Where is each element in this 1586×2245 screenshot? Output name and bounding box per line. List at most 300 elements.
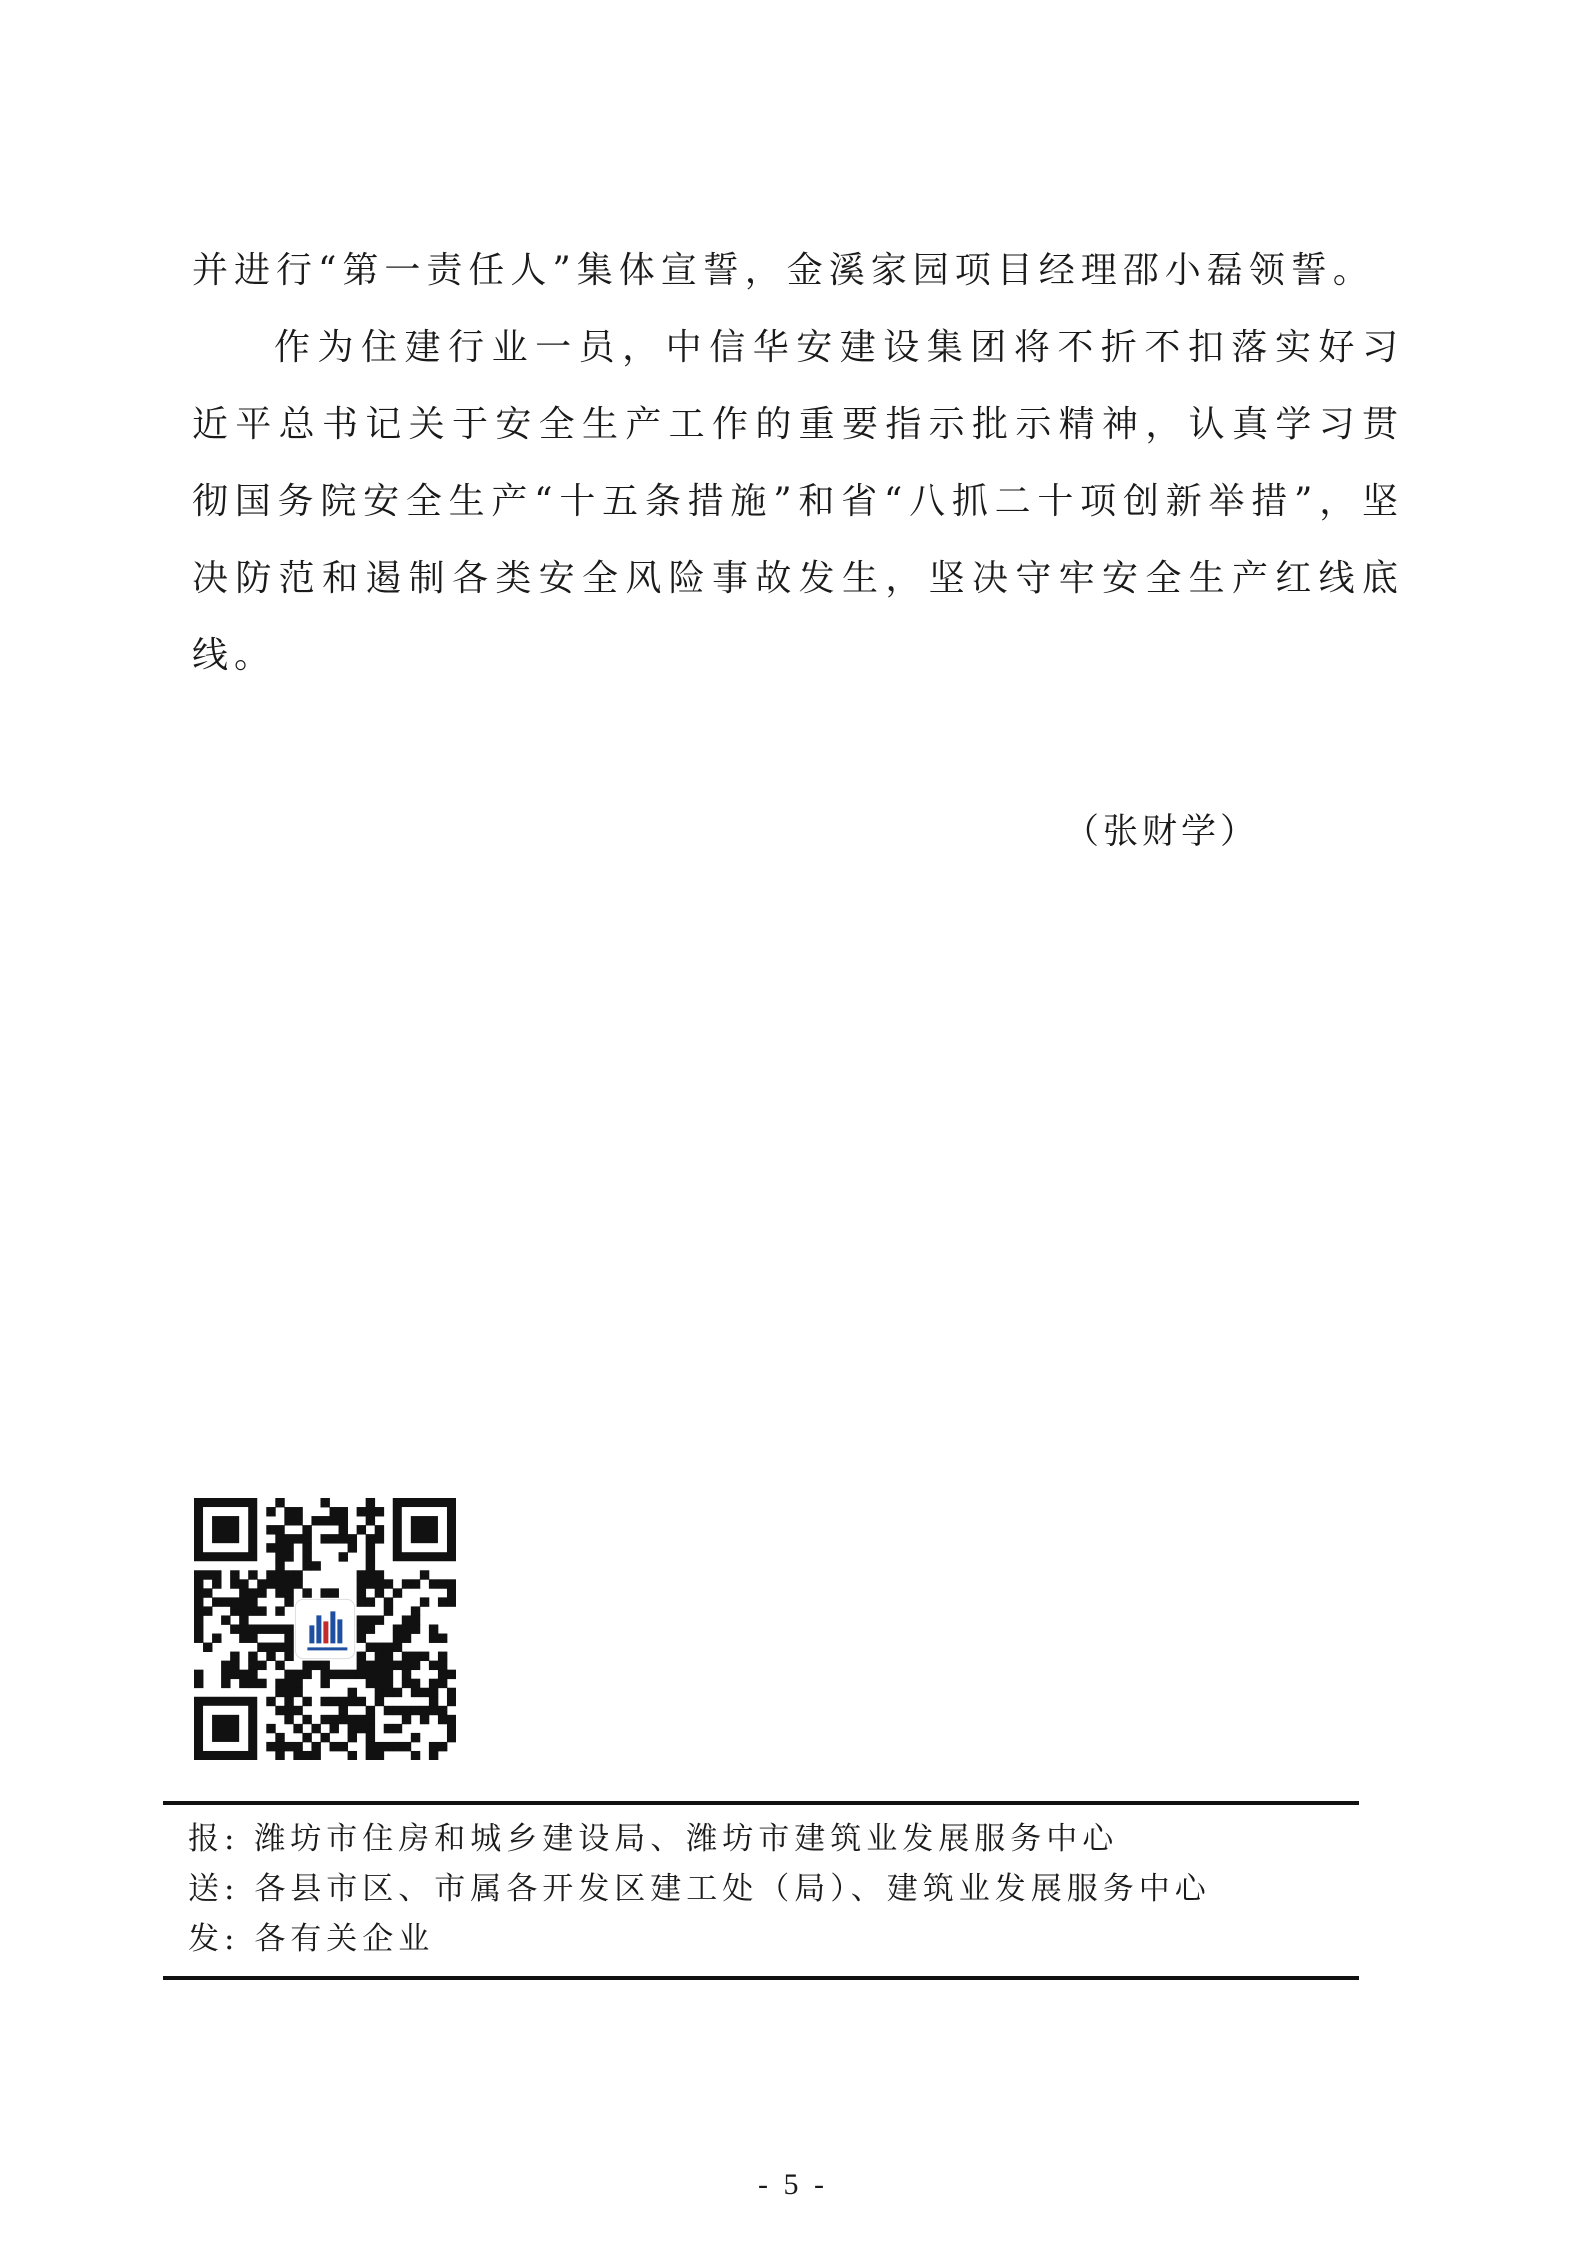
qr-module bbox=[284, 1597, 293, 1606]
qr-module bbox=[357, 1624, 366, 1633]
qr-module bbox=[293, 1724, 302, 1733]
qr-module bbox=[239, 1606, 248, 1615]
qr-module bbox=[248, 1670, 257, 1679]
qr-module bbox=[320, 1679, 329, 1688]
qr-module bbox=[411, 1733, 420, 1742]
qr-module bbox=[429, 1742, 438, 1751]
qr-module bbox=[293, 1679, 302, 1688]
qr-module bbox=[230, 1624, 239, 1633]
qr-module bbox=[438, 1597, 447, 1606]
qr-module bbox=[230, 1670, 239, 1679]
qr-module bbox=[420, 1597, 429, 1606]
qr-module bbox=[348, 1697, 357, 1706]
report-label: 报: bbox=[188, 1821, 240, 1857]
qr-module bbox=[311, 1751, 320, 1760]
qr-module bbox=[438, 1706, 447, 1715]
qr-module bbox=[339, 1534, 348, 1543]
qr-module bbox=[339, 1715, 348, 1724]
qr-module bbox=[438, 1652, 447, 1661]
qr-module bbox=[293, 1742, 302, 1751]
qr-module bbox=[366, 1516, 375, 1525]
qr-module bbox=[194, 1670, 203, 1679]
qr-module bbox=[266, 1579, 275, 1588]
body-text bbox=[192, 232, 1404, 694]
qr-module bbox=[411, 1652, 420, 1661]
qr-module bbox=[275, 1534, 284, 1543]
qr-module bbox=[393, 1706, 402, 1715]
qr-module bbox=[429, 1706, 438, 1715]
qr-module bbox=[266, 1507, 275, 1516]
qr-module bbox=[302, 1543, 311, 1552]
qr-module bbox=[275, 1606, 284, 1615]
qr-module bbox=[366, 1534, 375, 1543]
qr-module bbox=[302, 1751, 311, 1760]
qr-module bbox=[284, 1534, 293, 1543]
qr-module bbox=[284, 1570, 293, 1579]
qr-module bbox=[257, 1661, 266, 1670]
qr-module bbox=[420, 1715, 429, 1724]
issue-to-row bbox=[188, 1914, 1211, 1964]
qr-module bbox=[302, 1525, 311, 1534]
qr-module bbox=[320, 1670, 329, 1679]
qr-module bbox=[203, 1570, 212, 1579]
qr-module bbox=[248, 1606, 257, 1615]
qr-module bbox=[375, 1652, 384, 1661]
qr-module bbox=[357, 1507, 366, 1516]
qr-module bbox=[366, 1670, 375, 1679]
qr-module bbox=[266, 1543, 275, 1552]
qr-module bbox=[320, 1697, 329, 1706]
qr-code-graphic bbox=[194, 1498, 456, 1760]
qr-module bbox=[275, 1661, 284, 1670]
qr-module bbox=[348, 1733, 357, 1742]
qr-module bbox=[402, 1679, 411, 1688]
qr-module bbox=[330, 1516, 339, 1525]
qr-module bbox=[348, 1724, 357, 1733]
qr-module bbox=[411, 1579, 420, 1588]
qr-finder-pattern bbox=[212, 1516, 239, 1543]
qr-module bbox=[275, 1706, 284, 1715]
qr-module bbox=[393, 1724, 402, 1733]
qr-module bbox=[375, 1679, 384, 1688]
qr-module bbox=[284, 1516, 293, 1525]
qr-module bbox=[348, 1543, 357, 1552]
qr-module bbox=[411, 1661, 420, 1670]
qr-module bbox=[339, 1670, 348, 1679]
qr-module bbox=[348, 1534, 357, 1543]
qr-module bbox=[375, 1742, 384, 1751]
qr-module bbox=[366, 1552, 375, 1561]
qr-module bbox=[357, 1652, 366, 1661]
organization-logo-icon bbox=[307, 1647, 347, 1650]
qr-module bbox=[212, 1634, 221, 1643]
qr-module bbox=[212, 1597, 221, 1606]
qr-module bbox=[284, 1742, 293, 1751]
qr-module bbox=[248, 1661, 257, 1670]
qr-module bbox=[429, 1579, 438, 1588]
qr-module bbox=[248, 1597, 257, 1606]
qr-module bbox=[447, 1724, 456, 1733]
qr-module bbox=[411, 1706, 420, 1715]
qr-module bbox=[320, 1715, 329, 1724]
qr-module bbox=[438, 1661, 447, 1670]
qr-module bbox=[275, 1498, 284, 1507]
qr-module bbox=[339, 1516, 348, 1525]
qr-module bbox=[357, 1697, 366, 1706]
qr-module bbox=[302, 1697, 311, 1706]
qr-module bbox=[339, 1697, 348, 1706]
qr-module bbox=[275, 1643, 284, 1652]
qr-module bbox=[366, 1579, 375, 1588]
qr-module bbox=[230, 1652, 239, 1661]
qr-module bbox=[239, 1634, 248, 1643]
qr-module bbox=[384, 1670, 393, 1679]
qr-module bbox=[384, 1597, 393, 1606]
qr-module bbox=[203, 1606, 212, 1615]
qr-module bbox=[375, 1661, 384, 1670]
qr-module bbox=[311, 1561, 320, 1570]
qr-module bbox=[357, 1615, 366, 1624]
qr-module bbox=[429, 1688, 438, 1697]
qr-module bbox=[357, 1670, 366, 1679]
qr-module bbox=[402, 1652, 411, 1661]
qr-module bbox=[275, 1525, 284, 1534]
qr-module bbox=[293, 1534, 302, 1543]
qr-module bbox=[194, 1624, 203, 1633]
qr-module bbox=[284, 1507, 293, 1516]
qr-module bbox=[275, 1742, 284, 1751]
qr-module bbox=[311, 1661, 320, 1670]
qr-module bbox=[257, 1606, 266, 1615]
qr-module bbox=[375, 1697, 384, 1706]
qr-finder-pattern bbox=[212, 1715, 239, 1742]
qr-module bbox=[239, 1615, 248, 1624]
qr-module bbox=[194, 1570, 203, 1579]
qr-module bbox=[366, 1742, 375, 1751]
qr-module bbox=[339, 1525, 348, 1534]
qr-module bbox=[230, 1570, 239, 1579]
qr-module bbox=[302, 1733, 311, 1742]
qr-module bbox=[239, 1588, 248, 1597]
qr-module bbox=[284, 1652, 293, 1661]
qr-module bbox=[402, 1579, 411, 1588]
divider-bottom bbox=[163, 1976, 1359, 1980]
qr-module bbox=[275, 1570, 284, 1579]
qr-module bbox=[284, 1688, 293, 1697]
qr-module bbox=[375, 1570, 384, 1579]
qr-module bbox=[275, 1588, 284, 1597]
qr-module bbox=[366, 1715, 375, 1724]
qr-module bbox=[194, 1597, 203, 1606]
qr-module bbox=[357, 1715, 366, 1724]
qr-module bbox=[366, 1507, 375, 1516]
organization-logo-icon bbox=[323, 1621, 328, 1643]
qr-module bbox=[230, 1597, 239, 1606]
qr-module bbox=[320, 1516, 329, 1525]
qr-module bbox=[375, 1751, 384, 1760]
qr-module bbox=[221, 1661, 230, 1670]
qr-module bbox=[203, 1643, 212, 1652]
qr-module bbox=[384, 1606, 393, 1615]
qr-module bbox=[248, 1634, 257, 1643]
qr-module bbox=[366, 1570, 375, 1579]
qr-module bbox=[330, 1507, 339, 1516]
qr-module bbox=[420, 1570, 429, 1579]
qr-module bbox=[320, 1534, 329, 1543]
qr-module bbox=[438, 1679, 447, 1688]
qr-module bbox=[420, 1652, 429, 1661]
qr-module bbox=[203, 1588, 212, 1597]
qr-module bbox=[266, 1742, 275, 1751]
qr-module bbox=[221, 1679, 230, 1688]
qr-module bbox=[393, 1634, 402, 1643]
qr-module bbox=[302, 1534, 311, 1543]
qr-module bbox=[393, 1588, 402, 1597]
qr-module bbox=[221, 1597, 230, 1606]
qr-module bbox=[284, 1670, 293, 1679]
qr-finder-pattern bbox=[411, 1516, 438, 1543]
qr-module bbox=[293, 1751, 302, 1760]
qr-module bbox=[366, 1561, 375, 1570]
qr-module bbox=[339, 1742, 348, 1751]
qr-module bbox=[384, 1706, 393, 1715]
qr-module bbox=[357, 1661, 366, 1670]
qr-module bbox=[366, 1733, 375, 1742]
qr-module bbox=[266, 1570, 275, 1579]
qr-module bbox=[275, 1561, 284, 1570]
qr-module bbox=[284, 1543, 293, 1552]
page-number: - 5 - bbox=[758, 2168, 828, 2201]
qr-module bbox=[411, 1688, 420, 1697]
qr-module bbox=[266, 1652, 275, 1661]
qr-module bbox=[302, 1670, 311, 1679]
qr-module bbox=[339, 1552, 348, 1561]
qr-module bbox=[384, 1679, 393, 1688]
qr-module bbox=[447, 1597, 456, 1606]
qr-module bbox=[357, 1570, 366, 1579]
qr-module bbox=[284, 1643, 293, 1652]
qr-module bbox=[194, 1679, 203, 1688]
qr-module bbox=[393, 1688, 402, 1697]
qr-module bbox=[302, 1552, 311, 1561]
qr-module bbox=[194, 1615, 203, 1624]
qr-module bbox=[402, 1715, 411, 1724]
qr-module bbox=[402, 1624, 411, 1633]
qr-module bbox=[384, 1579, 393, 1588]
qr-module bbox=[447, 1733, 456, 1742]
qr-module bbox=[357, 1588, 366, 1597]
qr-module bbox=[375, 1643, 384, 1652]
qr-module bbox=[257, 1679, 266, 1688]
qr-module bbox=[366, 1661, 375, 1670]
qr-module bbox=[248, 1588, 257, 1597]
qr-module bbox=[366, 1679, 375, 1688]
qr-module bbox=[348, 1715, 357, 1724]
qr-module bbox=[239, 1597, 248, 1606]
divider-top bbox=[163, 1801, 1359, 1805]
qr-module bbox=[194, 1606, 203, 1615]
distribution-list bbox=[188, 1814, 1211, 1964]
qr-module bbox=[447, 1670, 456, 1679]
qr-module bbox=[429, 1697, 438, 1706]
qr-module bbox=[366, 1643, 375, 1652]
qr-module bbox=[248, 1570, 257, 1579]
qr-module bbox=[275, 1624, 284, 1633]
qr-module bbox=[311, 1724, 320, 1733]
qr-module bbox=[402, 1615, 411, 1624]
qr-module bbox=[438, 1715, 447, 1724]
qr-module bbox=[438, 1634, 447, 1643]
qr-module bbox=[447, 1579, 456, 1588]
qr-module bbox=[275, 1552, 284, 1561]
qr-module bbox=[239, 1579, 248, 1588]
qr-module bbox=[429, 1634, 438, 1643]
qr-module bbox=[384, 1652, 393, 1661]
qr-module bbox=[239, 1624, 248, 1633]
qr-module bbox=[366, 1498, 375, 1507]
qr-module bbox=[411, 1606, 420, 1615]
qr-module bbox=[402, 1634, 411, 1643]
qr-module bbox=[257, 1579, 266, 1588]
body-paragraph: 作为住建行业一员，中信华安建设集团将不折不扣落实好习近平总书记关于安全生产工作的重要指示批示精神，认真学习贯彻国务院安全生产“十五条措施”和省“八抓二十项创新举措”，坚决防范和遏制各类安全风险事故发生，坚决守牢安全生产红线底线。 bbox=[192, 327, 1404, 676]
issue-label: 发: bbox=[188, 1921, 240, 1957]
qr-module bbox=[311, 1516, 320, 1525]
qr-module bbox=[302, 1661, 311, 1670]
qr-module bbox=[375, 1588, 384, 1597]
qr-module bbox=[330, 1724, 339, 1733]
qr-module bbox=[366, 1724, 375, 1733]
qr-module bbox=[447, 1688, 456, 1697]
qr-module bbox=[357, 1597, 366, 1606]
qr-module bbox=[330, 1588, 339, 1597]
qr-module bbox=[393, 1643, 402, 1652]
qr-module bbox=[293, 1670, 302, 1679]
qr-module bbox=[293, 1688, 302, 1697]
qr-module bbox=[357, 1724, 366, 1733]
qr-module bbox=[348, 1751, 357, 1760]
qr-module bbox=[230, 1606, 239, 1615]
qr-module bbox=[393, 1624, 402, 1633]
qr-module bbox=[375, 1525, 384, 1534]
qr-module bbox=[275, 1679, 284, 1688]
qr-module bbox=[293, 1516, 302, 1525]
organization-logo-icon bbox=[330, 1611, 335, 1643]
qr-module bbox=[447, 1697, 456, 1706]
qr-module bbox=[275, 1751, 284, 1760]
qr-module bbox=[438, 1670, 447, 1679]
qr-module bbox=[257, 1624, 266, 1633]
qr-module bbox=[429, 1661, 438, 1670]
qr-module bbox=[366, 1624, 375, 1633]
qr-module bbox=[348, 1688, 357, 1697]
qr-module bbox=[357, 1579, 366, 1588]
qr-module bbox=[284, 1697, 293, 1706]
qr-module bbox=[257, 1588, 266, 1597]
body-paragraph: 并进行“第一责任人”集体宣誓，金溪家园项目经理邵小磊领誓。 bbox=[192, 250, 1375, 291]
qr-module bbox=[212, 1570, 221, 1579]
qr-module bbox=[275, 1733, 284, 1742]
qr-module bbox=[357, 1634, 366, 1643]
qr-module bbox=[375, 1534, 384, 1543]
qr-module bbox=[402, 1742, 411, 1751]
issue-recipients: 各有关企业 bbox=[254, 1921, 435, 1957]
qr-module bbox=[393, 1661, 402, 1670]
qr-module bbox=[257, 1643, 266, 1652]
qr-module bbox=[284, 1624, 293, 1633]
organization-logo-icon bbox=[316, 1615, 321, 1643]
qr-module bbox=[438, 1579, 447, 1588]
qr-module bbox=[411, 1679, 420, 1688]
qr-module bbox=[194, 1634, 203, 1643]
qr-module bbox=[284, 1634, 293, 1643]
author-signature: （张财学） bbox=[1064, 812, 1260, 852]
qr-module bbox=[284, 1552, 293, 1561]
qr-module bbox=[402, 1670, 411, 1679]
qr-module bbox=[248, 1679, 257, 1688]
qr-module bbox=[330, 1670, 339, 1679]
qr-module bbox=[411, 1624, 420, 1633]
qr-module bbox=[221, 1615, 230, 1624]
qr-module bbox=[248, 1624, 257, 1633]
qr-module bbox=[420, 1706, 429, 1715]
qr-module bbox=[384, 1661, 393, 1670]
qr-module bbox=[266, 1624, 275, 1633]
qr-module bbox=[366, 1615, 375, 1624]
qr-module bbox=[348, 1670, 357, 1679]
qr-module bbox=[411, 1615, 420, 1624]
qr-module bbox=[230, 1661, 239, 1670]
organization-logo-icon bbox=[337, 1619, 342, 1643]
qr-module bbox=[266, 1525, 275, 1534]
qr-module bbox=[384, 1724, 393, 1733]
qr-module bbox=[384, 1643, 393, 1652]
qr-module bbox=[320, 1661, 329, 1670]
report-recipients: 潍坊市住房和城乡建设局、潍坊市建筑业发展服务中心 bbox=[254, 1821, 1119, 1857]
qr-module bbox=[402, 1706, 411, 1715]
qr-module bbox=[284, 1588, 293, 1597]
qr-module bbox=[320, 1498, 329, 1507]
qr-module bbox=[302, 1561, 311, 1570]
qr-module bbox=[330, 1715, 339, 1724]
qr-module bbox=[375, 1579, 384, 1588]
qr-module bbox=[366, 1751, 375, 1760]
qr-module bbox=[339, 1706, 348, 1715]
qr-module bbox=[284, 1706, 293, 1715]
qr-module bbox=[266, 1697, 275, 1706]
qr-module bbox=[375, 1507, 384, 1516]
qr-module bbox=[429, 1751, 438, 1760]
qr-module bbox=[275, 1579, 284, 1588]
qr-module bbox=[284, 1579, 293, 1588]
qr-module bbox=[429, 1679, 438, 1688]
qr-module bbox=[293, 1570, 302, 1579]
qr-module bbox=[194, 1588, 203, 1597]
qr-module bbox=[320, 1733, 329, 1742]
qr-module bbox=[447, 1715, 456, 1724]
send-to-row bbox=[188, 1864, 1211, 1914]
qr-module bbox=[411, 1751, 420, 1760]
send-recipients: 各县市区、市属各开发区建工处（局）、建筑业发展服务中心 bbox=[254, 1871, 1211, 1907]
qr-module bbox=[302, 1588, 311, 1597]
qr-module bbox=[429, 1624, 438, 1633]
organization-logo-icon bbox=[309, 1625, 314, 1643]
qr-module bbox=[447, 1588, 456, 1597]
qr-module bbox=[393, 1742, 402, 1751]
qr-module bbox=[438, 1742, 447, 1751]
qr-module bbox=[194, 1579, 203, 1588]
qr-module bbox=[239, 1670, 248, 1679]
qr-module bbox=[221, 1670, 230, 1679]
